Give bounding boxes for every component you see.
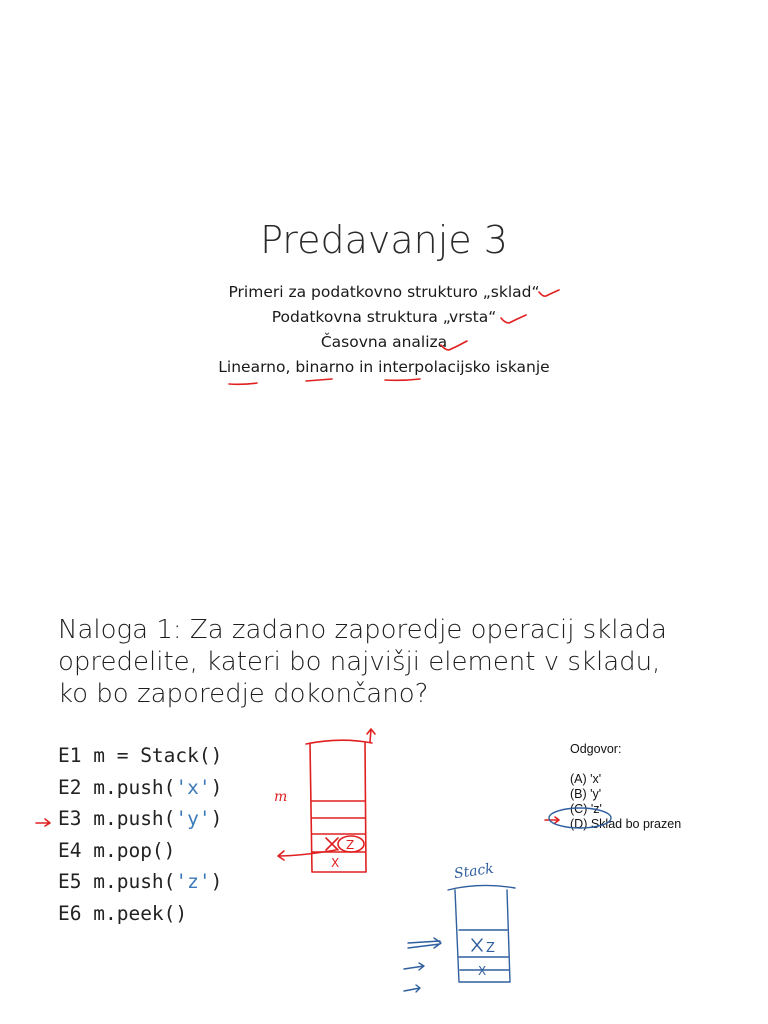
- red-up-arrow: [367, 729, 375, 742]
- blue-stack-top: [448, 885, 515, 890]
- blue-stack-cell-z: Z: [486, 941, 495, 956]
- code-line: E5 m.push('z'): [58, 870, 223, 894]
- pop-arrow: [278, 850, 336, 860]
- answer-option: (D) Sklad bo prazen: [570, 817, 682, 831]
- blue-stack-cell-x: X: [478, 964, 487, 978]
- circle-mark: [338, 836, 364, 852]
- blue-arrow-icon: [408, 938, 441, 948]
- answer-option: (B) 'y': [570, 787, 602, 801]
- red-stack-top: [306, 740, 372, 744]
- stack-cell-z: Z: [346, 838, 355, 852]
- stack-cell-x: X: [331, 856, 340, 870]
- pointer-arrow-icon: [36, 819, 50, 826]
- answer-block: [570, 742, 681, 832]
- bullet-item: Časovna analiza: [320, 333, 448, 351]
- bullet-item: Podatkovna struktura „vrsta“: [271, 308, 497, 326]
- blue-arrow-icon: [404, 963, 424, 970]
- answer-heading: Odgovor:: [570, 742, 622, 756]
- slide-2: [0, 512, 768, 1024]
- slide-title: Predavanje 3: [260, 218, 508, 262]
- code-line: E4 m.pop(): [58, 838, 176, 862]
- answer-option: (A) 'x': [570, 772, 602, 786]
- blue-stack-outline: [455, 890, 510, 982]
- code-block: [58, 740, 222, 930]
- bullet-list: [0, 280, 768, 380]
- bullet-item: Linearno, binarno in interpolacijsko iskanje: [218, 358, 550, 376]
- answer-option: (C) 'z': [570, 802, 602, 816]
- stack-label: Stack: [453, 860, 495, 883]
- task-text: Naloga 1: Za zadano zaporedje operacij sklada opredelite, kateri bo najvišji element v skladu, ko bo zaporedje dokončano?: [58, 615, 667, 709]
- code-line: E6 m.peek(): [58, 901, 188, 925]
- code-line: E1 m = Stack(): [58, 744, 223, 767]
- code-line: E2 m.push('x'): [58, 775, 223, 799]
- blue-arrow-icon: [404, 985, 420, 992]
- bullet-item: Primeri za podatkovno strukturo „sklad“: [228, 283, 540, 301]
- answer-arrow-icon: [545, 817, 559, 823]
- red-stack-outline: [310, 743, 366, 872]
- stack-variable-label: m: [274, 789, 288, 805]
- underline-linearno: [229, 383, 257, 384]
- code-line: E3 m.push('y'): [58, 807, 223, 831]
